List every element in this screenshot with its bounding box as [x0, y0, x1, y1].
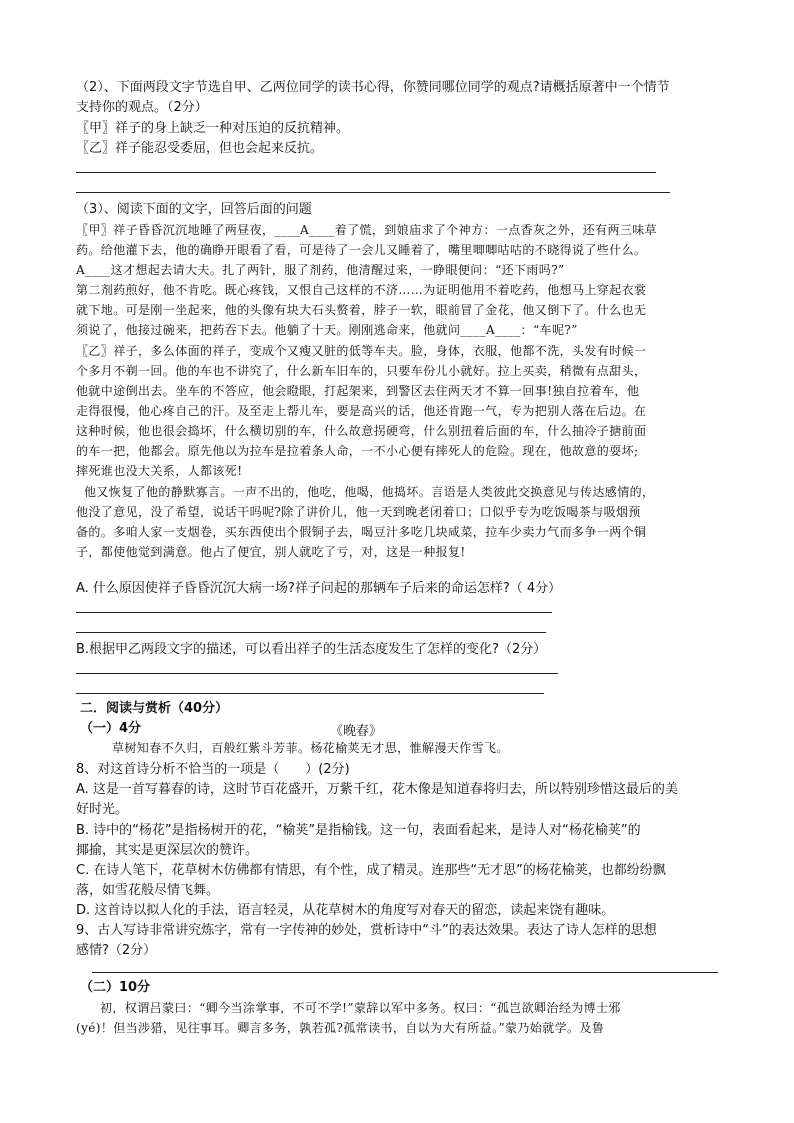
part-2-heading: （二）10分	[80, 980, 151, 995]
question-9-cont: 感情?（2分）	[76, 943, 157, 958]
question-8: 8、对这首诗分析不恰当的一项是（ ）(2分)	[76, 762, 350, 777]
option-c-line[interactable]: C. 在诗人笔下，花草树木仿佛都有情思，有个性，成了精灵。连那些“无才思”的杨花榆荚，也都纷纷飘	[76, 863, 666, 878]
answer-line[interactable]	[76, 673, 558, 674]
q3-question-b: B.根据甲乙两段文字的描述，可以看出祥子的生活态度发生了怎样的变化?（2分）	[76, 642, 547, 657]
q3-question-a: A. 什么原因使祥子昏昏沉沉大病一场?祥子问起的那辆车子后来的命运怎样?（ 4分）	[76, 581, 562, 596]
q3-jia-line: 第二剂药煎好，他不肯吃。既心疼钱，又恨自己这样的不济……为证明他用不着吃药，他想马上穿起衣裳	[76, 283, 647, 297]
answer-line[interactable]	[92, 972, 718, 973]
q3-yi-line: 这种时候，他也很会捣坏，什么横切别的车，什么故意拐硬弯，什么别扭着后面的车，什么抽冷子搪前面	[76, 424, 647, 438]
q3-yi-line: 他没了意见，没了希望，说话干吗呢?除了讲价儿，他一天到晚老闭着口；口似乎专为吃饭喝茶与吸烟预	[76, 505, 641, 519]
q3-jia-line: 须说了，他接过碗来，把药吞下去。他躺了十天。刚刚逃命来，他就问____A____：“车呢?”	[76, 323, 578, 337]
poem-title: 《晚春》	[330, 724, 383, 739]
answer-line[interactable]	[76, 632, 546, 633]
poem-text: 草树知春不久归，百般红紫斗芳菲。杨花榆荚无才思，惟解漫天作雪飞。	[112, 741, 509, 755]
q3-yi-line: 子，都使他觉到满意。他占了便宜，别人就吃了亏，对，这是一种报复!	[76, 545, 466, 559]
q3-heading: （3）、阅读下面的文字，回答后面的问题	[76, 202, 312, 217]
q3-yi-line: 备的。多咱人家一支烟卷，买东西使出个假铜子去，喝豆汁多吃几块咸菜，拉车少卖力气而多争一两个铜	[76, 525, 647, 539]
option-a-line[interactable]: 好时光。	[76, 802, 129, 817]
option-d-line[interactable]: D. 这首诗以拟人化的手法，语言轻灵，从花草树木的角度写对春天的留恋，读起来饶有趣味。	[76, 903, 615, 918]
q3-yi-line: 〖乙〗祥子，多么体面的祥子，变成个又瘦又脏的低等车夫。脸，身体，衣服，他都不洗，头发有时候一	[76, 344, 647, 358]
prose-line: (yé)！但当涉猎，见往事耳。卿言多务，孰若孤?孤常读书，自以为大有所益。”蒙乃始就学。及鲁	[76, 1021, 605, 1035]
q3-jia-line: 就下地。可是刚一坐起来，他的头像有块大石头赘着，脖子一软，眼前冒了金花，他又倒下了。什么也无	[76, 303, 647, 317]
part-1-heading: （一）4分	[80, 721, 142, 736]
option-a-line[interactable]: A. 这是一首写暮春的诗，这时节百花盛开，万紫千红，花木像是知道春将归去，所以特别珍惜这最后的美	[76, 782, 678, 797]
section-heading: 二．阅读与赏析（40分）	[80, 701, 229, 716]
q2-jia-view: 〖甲〗祥子的身上缺乏一种对压迫的反抗精神。	[76, 121, 350, 136]
q3-jia-line: A____这才想起去请大夫。扎了两针，服了剂药，他清醒过来，一睁眼便问：“还下雨吗?”	[76, 263, 565, 277]
q3-yi-line: 走得很慢，他心疼自己的汗。及至走上帮儿车，要是高兴的话，他还肯跑一气，专为把别人落在后边。在	[76, 404, 647, 418]
q3-yi-line: 摔死谁也没大关系，人都该死!	[76, 464, 243, 478]
answer-line[interactable]	[76, 693, 544, 694]
answer-line[interactable]	[76, 612, 552, 613]
q2-line-2: 支持你的观点。（2分）	[76, 100, 208, 115]
option-b-line[interactable]: 揶揄，其实是更深层次的赞许。	[76, 843, 259, 858]
option-c-line[interactable]: 落，如雪花般尽情飞舞。	[76, 883, 220, 898]
q2-yi-view: 〖乙〗祥子能忍受委屈，但也会起来反抗。	[76, 141, 324, 156]
q3-yi-line: 个多月不剃一回。他的车也不讲究了，什么新车旧车的，只要车份儿小就好。拉上买卖，稍微有点甜头，	[76, 364, 647, 378]
q3-yi-line: 的车一把，他都会。原先他以为拉车是拉着条人命，一不小心便有摔死人的危险。现在，他故意的耍坏;	[76, 444, 639, 458]
answer-line[interactable]	[76, 172, 656, 173]
prose-line: 初，权谓吕蒙曰：“卿今当涂掌事，不可不学!”蒙辞以军中多务。权曰：“孤岂欲卿治经为博士邪	[100, 1001, 621, 1015]
q3-jia-line: 药。给他灌下去，他的确睁开眼看了看，可是待了一会儿又睡着了，嘴里唧唧咕咕的不晓得说了些什么。	[76, 243, 647, 257]
option-b-line[interactable]: B. 诗中的“杨花”是指杨树开的花，“榆荚”是指榆钱。这一句，表面看起来，是诗人对“杨花榆荚”的	[76, 823, 641, 838]
question-9: 9、古人写诗非常讲究炼字，常有一字传神的妙处，赏析诗中“斗”的表达效果。表达了诗人怎样的思想	[76, 923, 657, 938]
q3-jia-line: 〖甲〗祥子昏昏沉沉地睡了两昼夜，____A____着了慌，到娘庙求了个神方：一点香灰之外，还有两三味草	[76, 223, 658, 237]
answer-line[interactable]	[76, 192, 670, 193]
q2-line-1: （2）、下面两段文字节选自甲、乙两位同学的读书心得，你赞同哪位同学的观点?请概括原著中一个情节	[76, 80, 670, 95]
q3-yi-line: 他就中途倒出去。坐车的不答应，他会瞪眼，打起架来，到警区去住两天才不算一回事!独自拉着车，他	[76, 384, 640, 398]
q3-yi-line: 他又恢复了他的静默寡言。一声不出的，他吃，他喝，他捣坏。言语是人类彼此交换意见与传达感情的，	[84, 485, 655, 499]
